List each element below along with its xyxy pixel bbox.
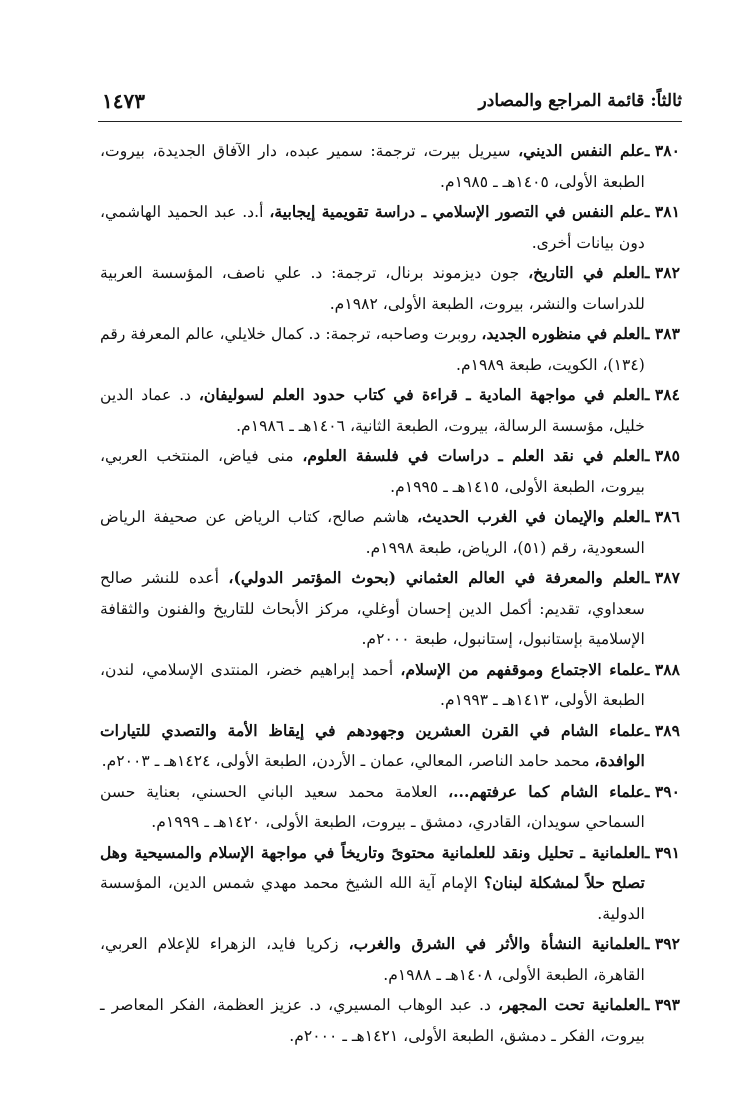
entry-text [100,563,645,655]
entry-details: هاشم صالح، كتاب الرياض عن صحيفة الرياض السعودية، رقم (٥١)، الرياض، طبعة ١٩٩٨م. [100,508,645,557]
entry-details: روبرت وصاحبه، ترجمة: د. كمال خلايلي، عالم المعرفة رقم (١٣٤)، الكويت، طبعة ١٩٨٩م. [100,325,645,374]
entry-number: ٣٩١ ـ [644,842,680,862]
entry-text [100,929,645,990]
entry-number: ٣٨٣ ـ [644,324,680,343]
entry-number: ٣٨٨ ـ [644,659,680,679]
entry-number: ٣٨٢ ـ [644,263,680,282]
entry-details: محمد حامد الناصر، المعالي، عمان ـ الأردن، الطبعة الأولى، ١٤٢٤هـ ـ ٢٠٠٣م. [101,752,595,770]
entry-details: زكريا فايد، الزهراء للإعلام العربي، القاهرة، الطبعة الأولى، ١٤٠٨هـ ـ ١٩٨٨م. [100,935,645,984]
entry-number: ٣٨٦ ـ [644,507,680,526]
entry-title: علم النفس في التصور الإسلامي ـ دراسة تقويمية إيجابية، [269,202,645,221]
bibliography-entry [100,380,680,441]
section-title: ثالثاً: قائمة المراجع والمصادر [478,91,682,111]
entry-number: ٣٩٢ ـ [644,934,680,953]
bibliography-entry [100,716,680,777]
entry-number: ٣٨٩ ـ [644,720,680,740]
entry-text [100,838,645,930]
entry-text [100,777,645,838]
entry-title: العلمانية النشأة والأثر في الشرق والغرب، [348,934,645,953]
entry-number: ٣٨٧ ـ [644,568,680,587]
entry-title: العلمانية ـ تحليل ونقد للعلمانية محتوىً وتاريخاً في مواجهة الإسلام والمسيحية وهل تصلح حلاً لمشكلة لبنان؟ [100,842,645,892]
bibliography-list [100,136,680,1051]
entry-title: العلم والمعرفة في العالم العثماني (بحوث المؤتمر الدولي)، [228,568,645,587]
entry-number: ٣٩٣ ـ [644,995,680,1014]
entry-title: العلم في التاريخ، [528,263,645,282]
entry-number: ٣٨٤ ـ [644,385,680,404]
bibliography-entry [100,838,680,930]
entry-text [100,502,645,563]
bibliography-entry [100,990,680,1051]
entry-title: علماء الشام في القرن العشرين وجهودهم في إيقاظ الأمة والتصدي للتيارات الوافدة، [100,720,645,770]
entry-text [100,197,645,258]
bibliography-entry [100,319,680,380]
bibliography-entry [100,197,680,258]
entry-text [100,716,645,777]
entry-details: منى فياض، المنتخب العربي، بيروت، الطبعة الأولى، ١٤١٥هـ ـ ١٩٩٥م. [100,447,645,496]
entry-title: العلم في نقد العلم ـ دراسات في فلسفة العلوم، [302,446,645,465]
page-number: ١٤٧٣ [102,89,145,113]
entry-number: ٣٨١ ـ [644,202,680,221]
entry-title: العلم في مواجهة المادية ـ قراءة في كتاب حدود العلم لسوليفان، [198,385,645,404]
entry-title: العلم والإيمان في الغرب الحديث، [417,507,645,526]
entry-number: ٣٨٥ ـ [644,446,680,465]
entry-text [100,655,645,716]
entry-title: علماء الشام كما عرفتهم...، [448,781,645,801]
entry-text [100,319,645,380]
entry-details: العلامة محمد سعيد الباني الحسني، بعناية حسن السماحي سويدان، القادري، دمشق ـ بيروت، الطبعة الأولى، ١٤٢٠هـ ـ ١٩٩٩م. [100,782,645,831]
page-header [102,86,682,116]
entry-title: العلمانية تحت المجهر، [498,995,645,1014]
bibliography-entry [100,655,680,716]
bibliography-entry [100,929,680,990]
bibliography-entry [100,563,680,655]
entry-details: أ.د. عبد الحميد الهاشمي، دون بيانات أخرى. [100,203,645,252]
entry-details: جون ديزموند برنال، ترجمة: د. علي ناصف، المؤسسة العربية للدراسات والنشر، بيروت، الطبعة الأولى، ١٩٨٢م. [100,264,645,313]
header-divider [98,121,682,122]
entry-title: علماء الاجتماع وموقفهم من الإسلام، [400,659,645,679]
entry-text [100,380,645,441]
entry-text [100,441,645,502]
bibliography-entry [100,441,680,502]
entry-text [100,990,645,1051]
entry-text [100,136,645,197]
bibliography-entry [100,777,680,838]
entry-title: علم النفس الديني، [518,141,645,160]
entry-title: العلم في منظوره الجديد، [481,324,645,343]
bibliography-entry [100,258,680,319]
entry-details: د. عبد الوهاب المسيري، د. عزيز العظمة، الفكر المعاصر ـ بيروت، الفكر ـ دمشق، الطبعة الأولى، ١٤٢١هـ ـ ٢٠٠٠م. [100,996,645,1045]
entry-details: د. عماد الدين خليل، مؤسسة الرسالة، بيروت، الطبعة الثانية، ١٤٠٦هـ ـ ١٩٨٦م. [100,386,645,435]
entry-number: ٣٨٠ ـ [644,141,680,160]
entry-details: سيريل بيرت، ترجمة: سمير عبده، دار الآفاق الجديدة، بيروت، الطبعة الأولى، ١٤٠٥هـ ـ ١٩٨٥م. [100,142,645,191]
entry-details: أحمد إبراهيم خضر، المنتدى الإسلامي، لندن، الطبعة الأولى، ١٤١٣هـ ـ ١٩٩٣م. [100,660,645,709]
entry-details: الإمام آية الله الشيخ محمد مهدي شمس الدين، المؤسسة الدولية. [100,874,645,923]
bibliography-entry [100,136,680,197]
entry-details: أعده للنشر صالح سعداوي، تقديم: أكمل الدين إحسان أوغلي، مركز الأبحاث للتاريخ والفنون والثقافة الإسلامية بإستانبول، إستانبول، طبعة ٢٠٠٠م. [100,569,645,648]
entry-number: ٣٩٠ ـ [644,781,680,801]
entry-text [100,258,645,319]
bibliography-entry [100,502,680,563]
